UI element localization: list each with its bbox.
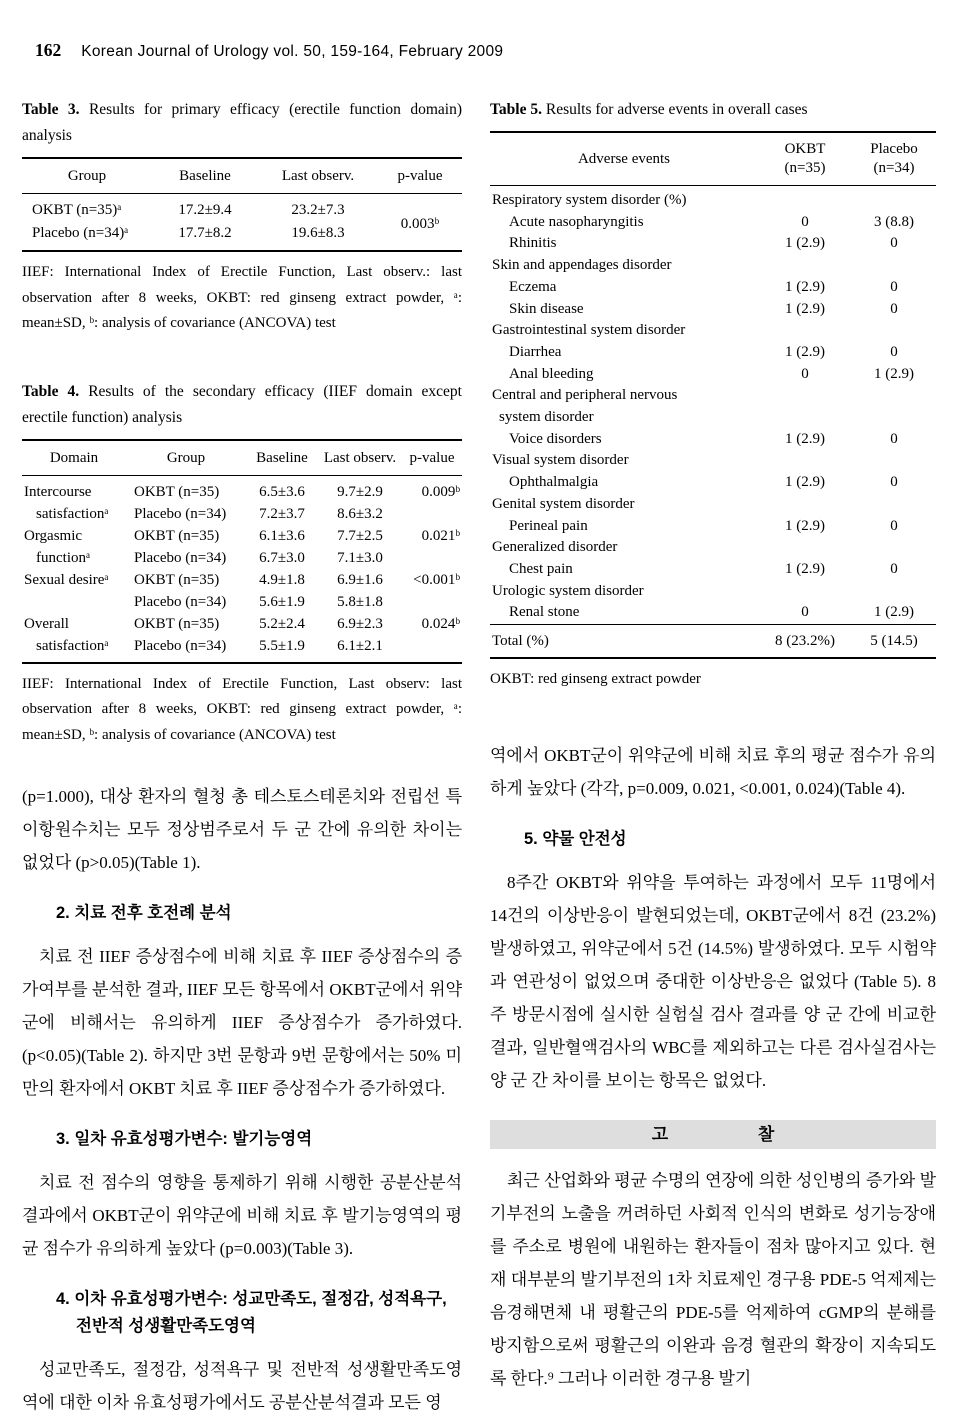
table-row xyxy=(490,494,936,516)
table3-header-row xyxy=(22,158,462,194)
table-cell: 7.1±3.0 xyxy=(337,549,383,566)
table4-footnote: IIEF: International Index of Erectile Function, Last observ: last observation after 8 weeks, OKBT: red ginseng extract powder, ᵃ: mean±SD, ᵇ: analysis of covariance (ANCOVA) test xyxy=(22,675,462,743)
table-cell: 0 xyxy=(890,235,898,252)
table3-title-label: Table 3. xyxy=(22,101,80,118)
table-cell: Ophthalmalgia xyxy=(509,474,599,491)
table5-footnote: OKBT: red ginseng extract powder xyxy=(490,671,701,688)
table-row xyxy=(490,516,936,538)
paragraph: 성교만족도, 절정감, 성적욕구 및 전반적 성생활만족도영역에 대한 이차 유효성평가에서도 공분산분석결과 모든 영 xyxy=(22,1360,462,1412)
table3 xyxy=(22,157,462,252)
section-heading-5: 5. 약물 안전성 xyxy=(524,829,627,848)
table-cell xyxy=(852,450,936,472)
table-cell xyxy=(852,186,936,212)
table-row xyxy=(490,255,936,277)
table3-col-pvalue: p-value xyxy=(378,158,462,194)
table-cell xyxy=(758,581,852,603)
table-cell: Urologic system disorder xyxy=(492,582,644,599)
table-cell: Chest pain xyxy=(509,560,573,577)
table-row xyxy=(22,525,462,547)
table-cell: 9.7±2.9 xyxy=(337,483,383,500)
paragraph: 역에서 OKBT군이 위약군에 비해 치료 후의 평균 점수가 유의하게 높았다 (각각, p=0.009, 0.021, <0.001, 0.024)(Table 4). xyxy=(490,745,936,798)
table-cell xyxy=(852,581,936,603)
table-cell xyxy=(22,591,126,613)
table-cell: 1 (2.9) xyxy=(785,517,825,534)
journal-citation: Korean Journal of Urology vol. 50, 159-164, February 2009 xyxy=(81,43,504,60)
table3-col-baseline: Baseline xyxy=(152,158,258,194)
table-row xyxy=(490,559,936,581)
table-cell: 1 (2.9) xyxy=(785,343,825,360)
table-cell: Overall xyxy=(24,615,69,632)
table3-title xyxy=(22,97,462,149)
table-cell xyxy=(852,494,936,516)
two-column-layout xyxy=(22,97,936,1419)
table-cell: Genital system disorder xyxy=(492,495,635,512)
table-row xyxy=(490,233,936,255)
table4-col-domain: Domain xyxy=(22,440,126,476)
table-cell: Acute nasopharyngitis xyxy=(509,213,644,230)
table-row xyxy=(22,194,462,223)
table-cell: 6.1±2.1 xyxy=(337,637,383,654)
table-row xyxy=(490,342,936,364)
section-heading-3: 3. 일차 유효성평가변수: 발기능영역 xyxy=(56,1130,313,1148)
table-cell: 0 xyxy=(890,560,898,577)
table-cell: 1 (2.9) xyxy=(874,365,914,382)
table-row xyxy=(22,475,462,503)
table-cell: Total (%) xyxy=(490,625,758,659)
table4-title-text: Results of the secondary efficacy (IIEF domain except erectile function) analysis xyxy=(22,382,462,426)
table-cell: Placebo (n=34) xyxy=(134,637,227,654)
table-cell: Placebo (n=34) xyxy=(134,549,227,566)
table-cell: 5.8±1.8 xyxy=(337,593,383,610)
table-row xyxy=(490,385,936,407)
table-row xyxy=(22,635,462,663)
table-row xyxy=(490,472,936,494)
running-head xyxy=(22,40,936,61)
discussion-heading: 고 찰 xyxy=(651,1124,775,1144)
table-cell: 0 xyxy=(890,300,898,317)
table-cell: 8.6±3.2 xyxy=(337,505,383,522)
table3-block xyxy=(22,97,462,337)
paragraph: 치료 전 IIEF 증상점수에 비해 치료 후 IIEF 증상점수의 증가여부를 분석한 결과, IIEF 모든 항목에서 OKBT군에서 위약군에 비해서는 유의하게 IIEF 증상점수가 증가하였다. (p<0.05)(Table 2). 하지만 3번 문항과 9번 문항에서는 50% 미만의 환자에서 OKBT 치료 후 IIEF 증상점수가 증가하였다. xyxy=(22,947,462,1098)
table-cell-pvalue xyxy=(402,591,462,613)
table4-header-row xyxy=(22,440,462,476)
table-cell: 17.2±9.4 xyxy=(178,202,232,218)
table5-title-text: Results for adverse events in overall cases xyxy=(545,101,808,118)
page-number: 162 xyxy=(35,40,62,60)
table-cell: 1 (2.9) xyxy=(785,474,825,491)
right-column xyxy=(490,97,936,1419)
table-cell xyxy=(758,255,852,277)
table-row xyxy=(22,613,462,635)
table-cell: Renal stone xyxy=(509,604,580,621)
table-row xyxy=(22,591,462,613)
table-cell: 6.7±3.0 xyxy=(259,549,305,566)
table-cell: 6.1±3.6 xyxy=(259,527,305,544)
table-cell: 5.2±2.4 xyxy=(259,615,305,632)
table-cell: 1 (2.9) xyxy=(785,300,825,317)
table-cell: OKBT (n=35) xyxy=(134,527,220,544)
table-cell-pvalue: <0.001ᵇ xyxy=(413,571,460,588)
table5-title-label: Table 5. xyxy=(490,101,542,118)
table-row xyxy=(490,602,936,624)
table-cell: 3 (8.8) xyxy=(874,213,914,230)
table-cell: 19.6±8.3 xyxy=(291,225,345,241)
section-heading-2: 2. 치료 전후 호전례 분석 xyxy=(56,904,232,922)
table-cell: Skin and appendages disorder xyxy=(492,257,672,274)
table-cell: Placebo (n=34) xyxy=(134,593,227,610)
table-cell: Gastrointestinal system disorder xyxy=(492,322,686,339)
table-row xyxy=(22,503,462,525)
table-row xyxy=(490,320,936,342)
table-cell-pvalue xyxy=(402,547,462,569)
table5-title xyxy=(490,97,936,123)
table-cell xyxy=(852,537,936,559)
table-cell: 0 xyxy=(890,278,898,295)
table5-total-row xyxy=(490,625,936,659)
table-cell: Placebo (n=34)ᵃ xyxy=(32,225,129,241)
table5-col-placebo-line2: (n=34) xyxy=(873,160,915,176)
table-row xyxy=(22,569,462,591)
table-cell: OKBT (n=35) xyxy=(134,571,220,588)
table-cell xyxy=(852,320,936,342)
table-cell: OKBT (n=35) xyxy=(134,615,220,632)
table4 xyxy=(22,439,462,664)
table-row xyxy=(490,212,936,234)
table5-col-okbt xyxy=(758,132,852,186)
table-cell: Diarrhea xyxy=(509,343,562,360)
table-cell: 6.9±1.6 xyxy=(337,571,383,588)
table-cell: Generalized disorder xyxy=(492,539,618,556)
table-cell: OKBT (n=35) xyxy=(134,483,220,500)
table-cell: satisfactionᵃ xyxy=(36,637,109,654)
table5 xyxy=(490,131,936,659)
table-row xyxy=(490,537,936,559)
table-cell-pvalue: 0.003ᵇ xyxy=(400,216,440,232)
table3-footnote: IIEF: International Index of Erectile Function, Last observ.: last observation after 8 weeks, OKBT: red ginseng extract powder, ᵃ: mean±SD, ᵇ: analysis of covariance (ANCOVA) test xyxy=(22,264,462,331)
table-cell: 23.2±7.3 xyxy=(291,202,345,218)
table3-title-text: Results for primary efficacy (erectile function domain) analysis xyxy=(22,101,462,144)
table-cell: 4.9±1.8 xyxy=(259,571,305,588)
table5-col-events: Adverse events xyxy=(490,132,758,186)
table-cell xyxy=(852,385,936,407)
left-column xyxy=(22,97,462,1419)
table-cell: 5.5±1.9 xyxy=(259,637,305,654)
table-cell: Rhinitis xyxy=(509,235,557,252)
table-cell-pvalue: 0.024ᵇ xyxy=(421,615,460,632)
table-cell: 0 xyxy=(890,343,898,360)
table-row xyxy=(490,186,936,212)
table-cell: 0 xyxy=(890,430,898,447)
table4-col-lastobserv: Last observ. xyxy=(318,440,402,476)
table-row xyxy=(22,547,462,569)
table-cell: system disorder xyxy=(499,409,594,426)
table3-col-lastobserv: Last observ. xyxy=(258,158,378,194)
table-row xyxy=(490,299,936,321)
table-cell-pvalue: 0.009ᵇ xyxy=(421,483,460,500)
table4-block xyxy=(22,379,462,749)
table-row xyxy=(490,429,936,451)
table-cell: Anal bleeding xyxy=(509,365,594,382)
table-cell: 7.7±2.5 xyxy=(337,527,383,544)
table-cell: 5 (14.5) xyxy=(852,625,936,659)
table-cell: 0 xyxy=(801,365,809,382)
paragraph: (p=1.000), 대상 환자의 혈청 총 테스토스테론치와 전립선 특이항원수치는 모두 정상범주로서 두 군 간에 유의한 차이는 없었다 (p>0.05)(Table 1). xyxy=(22,787,462,872)
table-cell-pvalue xyxy=(402,635,462,663)
table-row xyxy=(490,581,936,603)
table5-col-okbt-line1: OKBT xyxy=(784,141,826,157)
table-cell: satisfactionᵃ xyxy=(36,505,109,522)
table-cell: 0 xyxy=(890,474,898,491)
table5-col-okbt-line2: (n=35) xyxy=(784,160,826,176)
table-row xyxy=(490,277,936,299)
table-cell: 6.9±2.3 xyxy=(337,615,383,632)
table5-col-placebo xyxy=(852,132,936,186)
table-cell: Placebo (n=34) xyxy=(134,505,227,522)
table-cell: 5.6±1.9 xyxy=(259,593,305,610)
paragraph: 치료 전 점수의 영향을 통제하기 위해 시행한 공분산분석결과에서 OKBT군이 위약군에 비해 치료 후 발기능영역의 평균 점수가 유의하게 높았다 (p=0.003)(Table 3). xyxy=(22,1173,462,1258)
table-cell: Voice disorders xyxy=(509,430,602,447)
table-cell xyxy=(758,537,852,559)
table-cell: 0 xyxy=(801,604,809,621)
table-cell xyxy=(852,255,936,277)
table4-title-label: Table 4. xyxy=(22,382,80,400)
table-cell xyxy=(758,186,852,212)
table-row xyxy=(490,407,936,429)
table-cell: 1 (2.9) xyxy=(785,430,825,447)
table-row xyxy=(490,364,936,386)
paragraph: 8주간 OKBT와 위약을 투여하는 과정에서 모두 11명에서 14건의 이상반응이 발현되었는데, OKBT군에서 8건 (23.2%) 발생하였고, 위약군에서 5건 (14.5%) 발생하였다. 모두 시험약과 연관성이 없었으며 중대한 이상반응은 없었다 (Table 5). 8주 방문시점에 실시한 실험실 검사 결과를 양 군 간에 비교한 결과, 일반혈액검사의 WBC를 제외하고는 다른 검사실검사는 양 군 간 차이를 보이는 항목은 없었다. xyxy=(490,872,936,1090)
table3-col-group: Group xyxy=(22,158,152,194)
section-heading-4: 4. 이차 유효성평가변수: 성교만족도, 절정감, 성적욕구, 전반적 성생활만족도영역 xyxy=(56,1290,447,1335)
table5-header-row xyxy=(490,132,936,186)
table-cell: functionᵃ xyxy=(36,549,91,566)
table-cell-pvalue xyxy=(402,503,462,525)
table4-col-baseline: Baseline xyxy=(246,440,318,476)
table-cell: 8 (23.2%) xyxy=(758,625,852,659)
table4-col-group: Group xyxy=(126,440,246,476)
table-cell: 17.7±8.2 xyxy=(178,225,232,241)
table-cell: Orgasmic xyxy=(24,527,83,544)
table-cell: 1 (2.9) xyxy=(785,560,825,577)
table-row xyxy=(490,450,936,472)
table4-title xyxy=(22,379,462,431)
table4-col-pvalue: p-value xyxy=(402,440,462,476)
table-cell: Sexual desireᵃ xyxy=(24,571,109,588)
table-cell: 1 (2.9) xyxy=(785,235,825,252)
table-cell: Eczema xyxy=(509,278,557,295)
table-cell: Visual system disorder xyxy=(492,452,629,469)
table-cell: Central and peripheral nervous xyxy=(492,387,678,404)
table-cell: 0 xyxy=(890,517,898,534)
table-cell: Respiratory system disorder (%) xyxy=(492,192,687,208)
table-cell xyxy=(758,320,852,342)
table-cell: Intercourse xyxy=(24,483,92,500)
table-cell: OKBT (n=35)ᵃ xyxy=(32,202,122,218)
table-cell: 1 (2.9) xyxy=(785,278,825,295)
table5-col-placebo-line1: Placebo xyxy=(870,141,918,157)
discussion-section-band xyxy=(490,1120,936,1149)
table-cell-pvalue: 0.021ᵇ xyxy=(421,527,460,544)
paragraph: 최근 산업화와 평균 수명의 연장에 의한 성인병의 증가와 발기부전의 노출을 꺼려하던 사회적 인식의 변화로 성기능장애를 주소로 병원에 내원하는 환자들이 점차 많아지고 있다. 현재 대부분의 발기부전의 1차 치료제인 경구용 PDE-5 억제제는 음경해면체 내 평활근의 PDE-5를 억제하여 cGMP의 분해를 방지함으로써 평활근의 이완과 음경 혈관의 확장이 지속되도록 한다.⁹ 그러나 이러한 경구용 발기 xyxy=(490,1170,936,1388)
table5-block xyxy=(490,97,936,693)
table-cell xyxy=(758,494,852,516)
table-cell: 7.2±3.7 xyxy=(259,505,305,522)
table-cell xyxy=(758,385,852,407)
table-cell xyxy=(758,450,852,472)
table-cell: Perineal pain xyxy=(509,517,588,534)
table-cell xyxy=(758,407,852,429)
table-cell: 1 (2.9) xyxy=(874,604,914,621)
table-cell: 0 xyxy=(801,213,809,230)
table-cell: Skin disease xyxy=(509,300,584,317)
table-cell xyxy=(852,407,936,429)
table-cell: 6.5±3.6 xyxy=(259,483,305,500)
